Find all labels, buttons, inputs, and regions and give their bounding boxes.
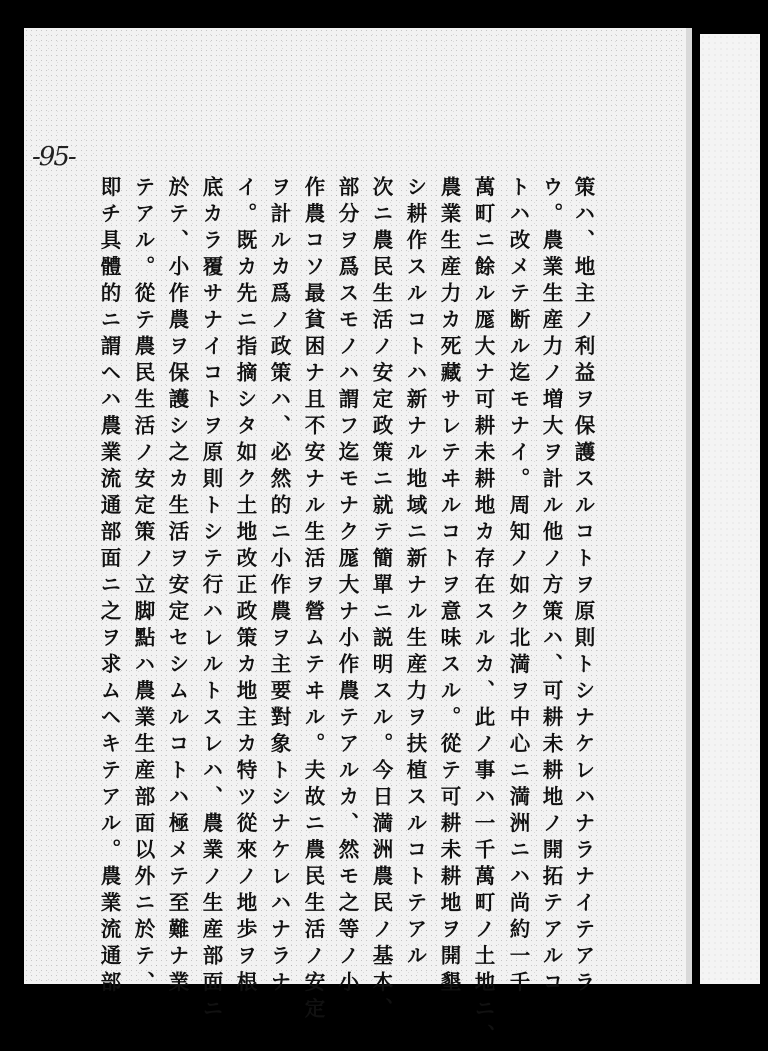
text-column-9: 作農コソ最貧困ナ且不安ナル生活ヲ營ムテヰル。夫故ニ農民生活ノ安定 <box>301 176 325 1024</box>
text-column-2: ウ。農業生産力ノ増大ヲ計ル他ノ方策ハ、可耕未耕地ノ開拓テアルコ <box>539 176 563 998</box>
adjacent-page-strip <box>700 34 760 984</box>
text-column-5: 農業生産力カ死藏サレテヰルコトヲ意味スル。從テ可耕未耕地ヲ開墾 <box>437 176 461 998</box>
text-column-3: トハ改メテ断ル迄モナイ。周知ノ如ク北満ヲ中心ニ満洲ニハ尚約一千 <box>506 176 530 998</box>
page-edge <box>686 28 692 984</box>
text-column-1: 策ハ、地主ノ利益ヲ保護スルコトヲ原則トシナケレハナラナイテアラ <box>571 176 595 998</box>
text-column-12: 底カラ覆サナイコトヲ原則トシテ行ハレルトスレハ、農業ノ生産部面ニ <box>199 176 223 1024</box>
text-column-4: 萬町ニ餘ル厖大ナ可耕未耕地カ存在スルカ、此ノ事ハ一千萬町ノ土地ニ、 <box>471 176 495 1051</box>
page-number: -95- <box>32 142 75 172</box>
text-column-6: シ耕作スルコトハ新ナル地域ニ新ナル生産力ヲ扶植スルコトテアル <box>403 176 427 971</box>
text-column-7: 次ニ農民生活ノ安定政策ニ就テ簡單ニ説明スル。今日満洲農民ノ基本、 <box>369 176 393 1024</box>
text-column-14: テアル。從テ農民生活ノ安定策ノ立脚點ハ農業生産部面以外ニ於テ、 <box>131 176 155 998</box>
text-column-10: ヲ計ルカ爲ノ政策ハ、必然的ニ小作農ヲ主要對象トシナケレハナラナ <box>267 176 291 998</box>
text-column-8: 部分ヲ爲スモノハ謂フ迄モナク厖大ナ小作農テアルカ、然モ之等ノ小 <box>335 176 359 998</box>
text-column-13: 於テ、小作農ヲ保護シ之カ生活ヲ安定セシムルコトハ極メテ至難ナ業 <box>165 176 189 998</box>
text-column-11: イ。既カ先ニ指摘シタ如ク土地改正政策カ地主カ特ツ從來ノ地歩ヲ根 <box>233 176 257 998</box>
text-column-15: 即チ具體的ニ謂ヘハ農業流通部面ニ之ヲ求ムヘキテアル。農業流通部 <box>97 176 121 998</box>
